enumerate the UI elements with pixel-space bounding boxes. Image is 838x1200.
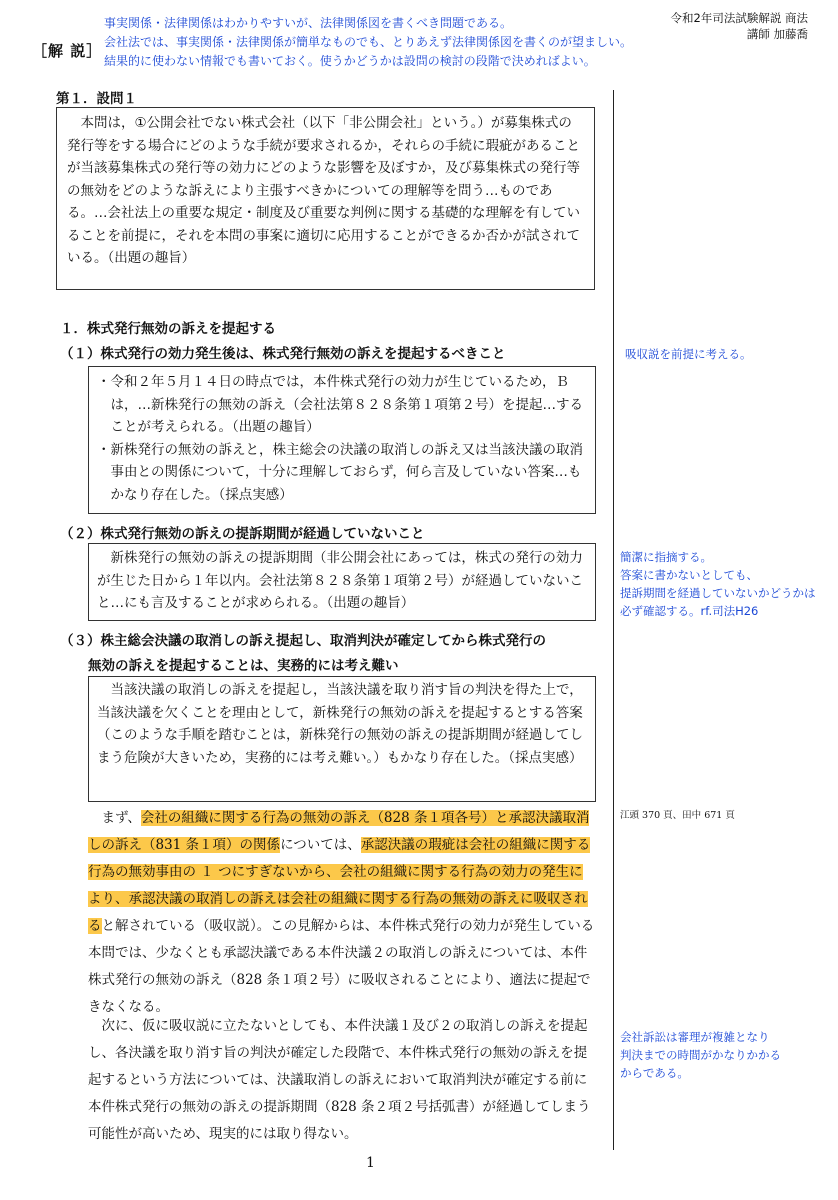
para2-note-line: 会社訴訟は審理が複雑となり [620, 1030, 770, 1044]
margin-divider [613, 90, 614, 1150]
sub2-note-line: 簡潔に指摘する。 [620, 550, 712, 564]
reference-note: 江頭 370 頁、田中 671 頁 [620, 810, 735, 821]
intro-line: 事実関係・法律関係はわかりやすいが、法律関係図を書くべき問題である。 [104, 16, 513, 30]
paragraph-text: と解されている（吸収説）。この見解からは、本件株式発行の効力が発生している本問では、少なくとも承認決議である本件決議２の取消しの訴えについては、本件株式発行の無効の訴え（828 条１項２号）に吸収されることにより、適法に提起できなくなる。 [88, 918, 595, 1015]
intro-notes [104, 14, 664, 71]
sub2-note-line: 必ず確認する。rf.司法H26 [620, 604, 759, 618]
sub1-heading: （１）株式発行の効力発生後は、株式発行無効の訴えを提起するべきこと [60, 346, 506, 362]
sub2-note-line: 答案に書かないとしても、 [620, 568, 758, 582]
header-title: 令和2年司法試験解説 商法 [670, 11, 808, 25]
sub2-note-line: 提訴期間を経過していないかどうかは [620, 586, 816, 600]
sub1-note: 吸収説を前提に考える。 [625, 347, 752, 361]
para2-note-line: 判決までの時間がかなりかかる [620, 1048, 781, 1062]
sub3-box: 当該決議の取消しの訴えを提起し，当該決議を取り消す旨の判決を得た上で，当該決議を欠くことを理由として，新株発行の無効の訴えを提起するとする答案（このような手順を踏むことは，新株発行の無効の訴えの提訴期間が経過してしまう危険が大きいため，実務的には考え難い。）もかなり存在した。（採点実感） [88, 676, 596, 802]
kaisetsu-label: ［解 説］ [32, 42, 103, 60]
sub1-box [88, 366, 596, 514]
sub3-heading-line1: （３）株主総会決議の取消しの訴え提起し、取消判決が確定してから株式発行の [60, 633, 546, 649]
paragraph-alternative: 次に、仮に吸収説に立たないとしても、本件決議１及び２の取消しの訴えを提起し、各決議を取り消す旨の判決が確定した段階で、本件株式発行の無効の訴えを提起するという方法については、決議取消しの訴えにおいて取消判決が確定する前に本件株式発行の無効の訴えの提訴期間（828 条２項２号括弧書）が経過してしまう可能性が高いため、現実的には取り得ない。 [88, 1018, 591, 1142]
intro-line: 結果的に使わない情報でも書いておく。使うかどうかは設問の検討の段階で決めればよい。 [104, 54, 596, 68]
section-title: 第１．設問１ [56, 91, 137, 107]
intro-line: 会社法では、事実関係・法律関係が簡単なものでも、とりあえず法律関係図を書くのが望ましい。 [104, 35, 633, 49]
page-number: 1 [366, 1155, 375, 1171]
sub1-bullet: ・新株発行の無効の訴えと，株主総会の決議の取消しの訴え又は当該決議の取消事由との関係について，十分に理解しておらず，何ら言及していない答案…もかなり存在した。（採点実感） [97, 441, 583, 503]
para2-note [620, 1028, 830, 1082]
sub3-heading-line2: 無効の訴えを提起することは、実務的には考え難い [88, 658, 399, 674]
highlight-text: 会社の組織に関する行為の無効の訴え（828 条１項各号）と承認決議取消しの訴え（831 条１項）の関係 [88, 810, 590, 853]
highlight-text: 承認決議の瑕疵は会社の組織に関する行為の無効事由の １ つにすぎないから、会社の組織に関する行為の効力の発生により、承認決議の取消しの訴えは会社の組織に関する行為の無効の訴えに吸収される [88, 837, 591, 934]
paragraph-text: については、 [280, 837, 361, 853]
question-box: 本問は，①公開会社でない株式会社（以下「非公開会社」という。）が募集株式の発行等をする場合にどのような手続が要求されるか，それらの手続に瑕疵があることが当該募集株式の発行等の効力にどのような影響を及ぼすか，及び募集株式の発行等の無効をどのような訴えにより主張すべきかについての理解等を問う…ものである。…会社法上の重要な規定・制度及び重要な判例に関する基礎的な理解を有していることを前提に，それを本問の事案に適切に応用することができるか否かが試されている。（出題の趣旨） [56, 107, 595, 290]
paragraph-text: まず、 [101, 810, 141, 826]
sub1-bullet: ・令和２年５月１４日の時点では，本件株式発行の効力が生じているため，Ｂは，…新株発行の無効の訴え（会社法第８２８条第１項第２号）を提起…することが考えられる。（出題の趣旨） [97, 374, 583, 435]
sub2-box: 新株発行の無効の訴えの提訴期間（非公開会社にあっては，株式の発行の効力が生じた日から１年以内。会社法第８２８条第１項第２号）が経過していないこと…にも言及することが求められる。（出題の趣旨） [88, 543, 596, 621]
heading-1: １．株式発行無効の訴えを提起する [60, 321, 276, 337]
sub2-heading: （２）株式発行無効の訴えの提訴期間が経過していないこと [60, 526, 425, 542]
paragraph-absorption [88, 805, 596, 1021]
sub2-note [620, 548, 830, 620]
para2-note-line: からである。 [620, 1066, 689, 1080]
header-lecturer: 講師 加藤喬 [746, 27, 808, 41]
